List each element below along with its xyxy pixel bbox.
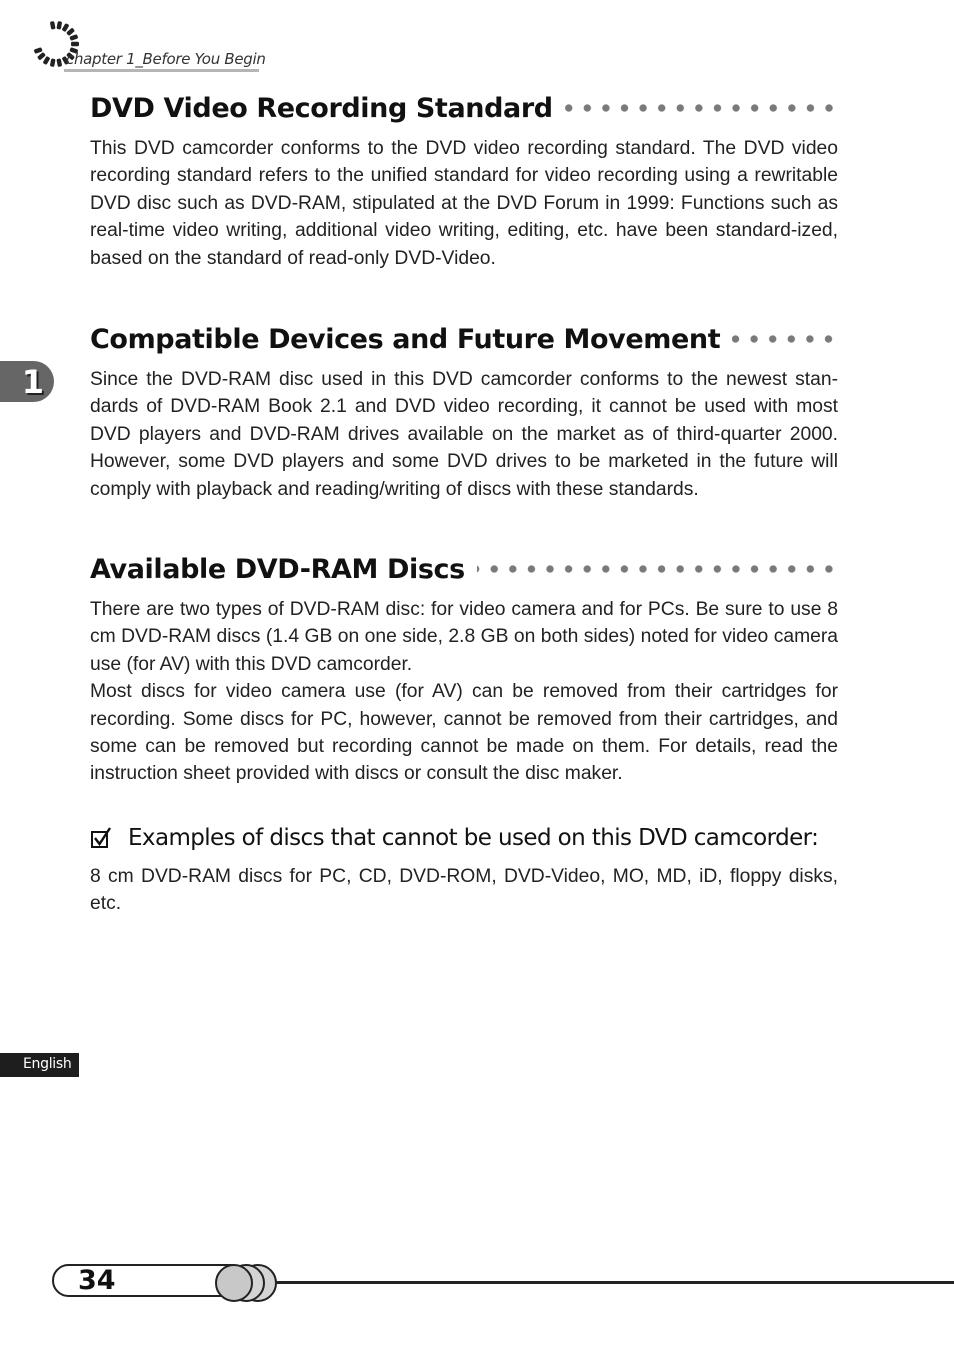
note-section [90, 820, 838, 918]
dotted-leader [477, 564, 838, 574]
section-title: Available DVD-RAM Discs [90, 553, 465, 585]
footer-rule [275, 1281, 954, 1284]
paragraph: There are two types of DVD-RAM disc: for video camera and for PCs. Be sure to use 8 cm DVD-RAM discs (1.4 GB on one side, 2.8 GB on both sides) noted for video camera use (for AV) with this DVD camcorder. [90, 599, 838, 675]
checkbox-checked-icon [90, 826, 114, 850]
page-number: 34 [78, 1265, 116, 1296]
section-available-dvd-ram-discs [90, 552, 838, 788]
section-body [90, 596, 838, 788]
decorative-circles-icon [214, 1263, 280, 1303]
section-heading [90, 91, 838, 125]
chapter-underline [64, 69, 259, 72]
chapter-label: chapter 1_Before You Begin [66, 50, 266, 68]
paragraph: Most discs for video camera use (for AV) can be removed from their cartridges for recording. Some discs for PC, however, cannot be removed from their cartridges, and some can be removed but recording cannot be made on them. For details, read the instruction sheet provided with discs or consult the disc maker. [90, 681, 838, 785]
section-title: Compatible Devices and Future Movement [90, 323, 721, 355]
section-title: DVD Video Recording Standard [90, 92, 553, 124]
paragraph: This DVD camcorder conforms to the DVD video recording standard. The DVD video recording standard refers to the unified standard for video recording using a rewritable DVD disc such as DVD-RAM, stipulated at the DVD Forum in 1999: Functions such as real-time video writing, additional video writing, editing, etc. have been standard-ized, based on the standard of read-only DVD-Video. [90, 138, 838, 269]
note-heading [90, 820, 838, 856]
section-body [90, 135, 838, 272]
section-heading [90, 322, 838, 356]
dotted-leader [565, 103, 838, 113]
paragraph: 8 cm DVD-RAM discs for PC, CD, DVD-ROM, DVD-Video, MO, MD, iD, floppy disks, etc. [90, 866, 838, 915]
note-title: Examples of discs that cannot be used on this DVD camcorder: [128, 825, 819, 851]
paragraph: Since the DVD-RAM disc used in this DVD camcorder conforms to the newest stan-dards of DVD-RAM Book 2.1 and DVD video recording, it cannot be used with most DVD players and DVD-RAM drives available on the market as of third-quarter 2000. However, some DVD players and some DVD drives to be marketed in the future will comply with playback and reading/writing of discs with these standards. [90, 369, 838, 500]
section-compatible-devices [90, 322, 838, 503]
dotted-leader [732, 334, 838, 344]
section-body [90, 366, 838, 503]
chapter-side-tab [0, 361, 54, 402]
language-badge [0, 1053, 79, 1077]
language-label: English [23, 1056, 72, 1072]
note-body [90, 863, 838, 918]
section-heading [90, 552, 838, 586]
chapter-tab-number: 1 [21, 363, 44, 401]
section-dvd-video-recording-standard [90, 91, 838, 272]
